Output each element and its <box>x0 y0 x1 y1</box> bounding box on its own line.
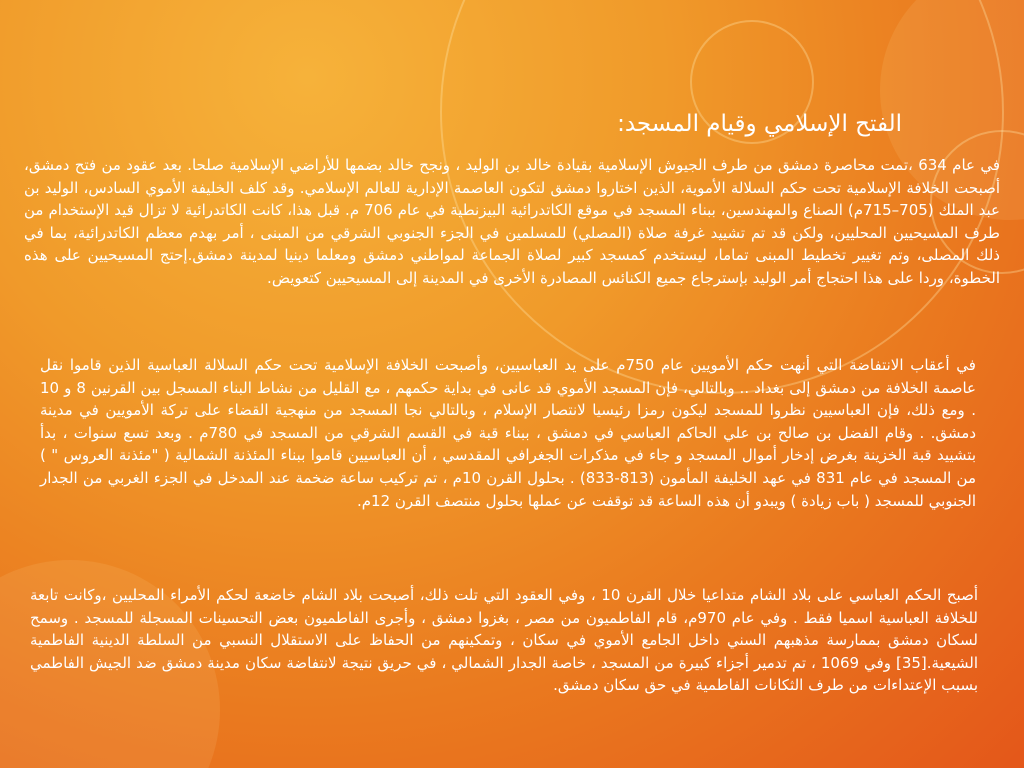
slide-title: الفتح الإسلامي وقيام المسجد: <box>617 111 902 137</box>
paragraph-conquest: في عام 634 ،تمت محاصرة دمشق من طرف الجيوش الإسلامية بقيادة خالد بن الوليد ، ونجح خالد بضمها للأراضي الإسلامية صلحا. بعد عقود من فتح دمشق، أصبحت الخلافة الإسلامية تحت حكم السلالة الأموية، الذين اختاروا دمشق لتكون العاصمة الإدارية للعالم الإسلامي. وقد كلف الخليفة الأموي السادس، الوليد بن عبد الملك (705–715م) الصناع والمهندسين، ببناء المسجد في موقع الكاتدرائية البيزنطية في عام 706 م. قبل هذا، كانت الكاتدرائية لا تزال قيد الإستخدام من طرف المسيحيين المحليين، ولكن قد تم تشييد غرفة صلاة (المصلي) للمسلمين في الجزء الجنوبي الشرقي من المبنى ، أمر بهدم معظم الكاتدرائية، بما في ذلك المصلى، وتم تغيير تخطيط المبنى تماما، ليستخدم كمسجد كبير لصلاة الجماعة لمواطني دمشق ومعلما دينيا لمدينة دمشق.إحتج المسيحيين على هذه الخطوة، وردا على هذا احتجاج أمر الوليد بإسترجاع جميع الكنائس المصادرة الأخرى في المدينة إلى المسيحيين كتعويض. <box>24 156 1001 287</box>
paragraph-fatimid: أصبح الحكم العباسي على بلاد الشام متداعيا خلال القرن 10 ، وفي العقود التي تلت ذلك، أصبحت بلاد الشام خاضعة لحكم الأمراء المحليين ،وكانت تابعة للخلافة العباسية اسميا فقط . وفي عام 970م، قام الفاطميون من مصر ، بغزوا دمشق ، وأجرى الفاطميون بعض التحسينات المسجلة للمسجد . وسمح لسكان دمشق بممارسة مذهبهم السني داخل الجامع الأموي في سكان ، وتمكينهم من الحفاظ على الاستقلال النسبي من السلطة الدينية الفاطمية الشيعية.[35] وفي 1069 ، تم تدمير أجزاء كبيرة من المسجد ، خاصة الجدار الشمالي ، في حريق نتيجة لانتفاضة سكان مدينة دمشق ضد الجيش الفاطمي بسبب الإعتداءات من طرف الثكانات الفاطمية في حق سكان دمشق. <box>30 586 978 695</box>
paragraph-abbasid: في أعقاب الانتفاضة التي أنهت حكم الأمويين عام 750م على يد العباسيين، وأصبحت الخلافة الإسلامية تحت حكم السلالة العباسية الذين قاموا نقل عاصمة الخلافة من دمشق إلى بغداد .. وبالتالي، فإن المسجد الأموي قد عانى في بداية حكمهم ، مع القليل من نشاط البناء المسجل بين القرنين 8 و 10 . ومع ذلك، فإن العباسيين نظروا للمسجد ليكون رمزا رئيسيا لانتصار الإسلام ، وبالتالي نجا المسجد من منهجية القضاء على تركة الأمويين في مدينة دمشق. . وقام الفضل بن صالح بن علي الحاكم العباسي في دمشق ، ببناء قبة في القسم الشرقي من المسجد في 780م . وبعد تسع سنوات ، بدأ بتشييد قبة الخزينة بغرض إدخار أموال المسجد و جاء في مذكرات الجغرافي المقدسي ، أن العباسيين قاموا ببناء المئذنة الشمالية ( "مئذنة العروس " ) من المسجد في عام 831 في عهد الخليفة المأمون (813-833) . بحلول القرن 10م ، تم تركيب ساعة ضخمة عند المدخل في الجزء الغربي من الجدار الجنوبي للمسجد ( باب زيادة ) ويبدو أن هذه الساعة قد توقفت عن عملها بحلول منتصف القرن 12م. <box>40 356 977 510</box>
